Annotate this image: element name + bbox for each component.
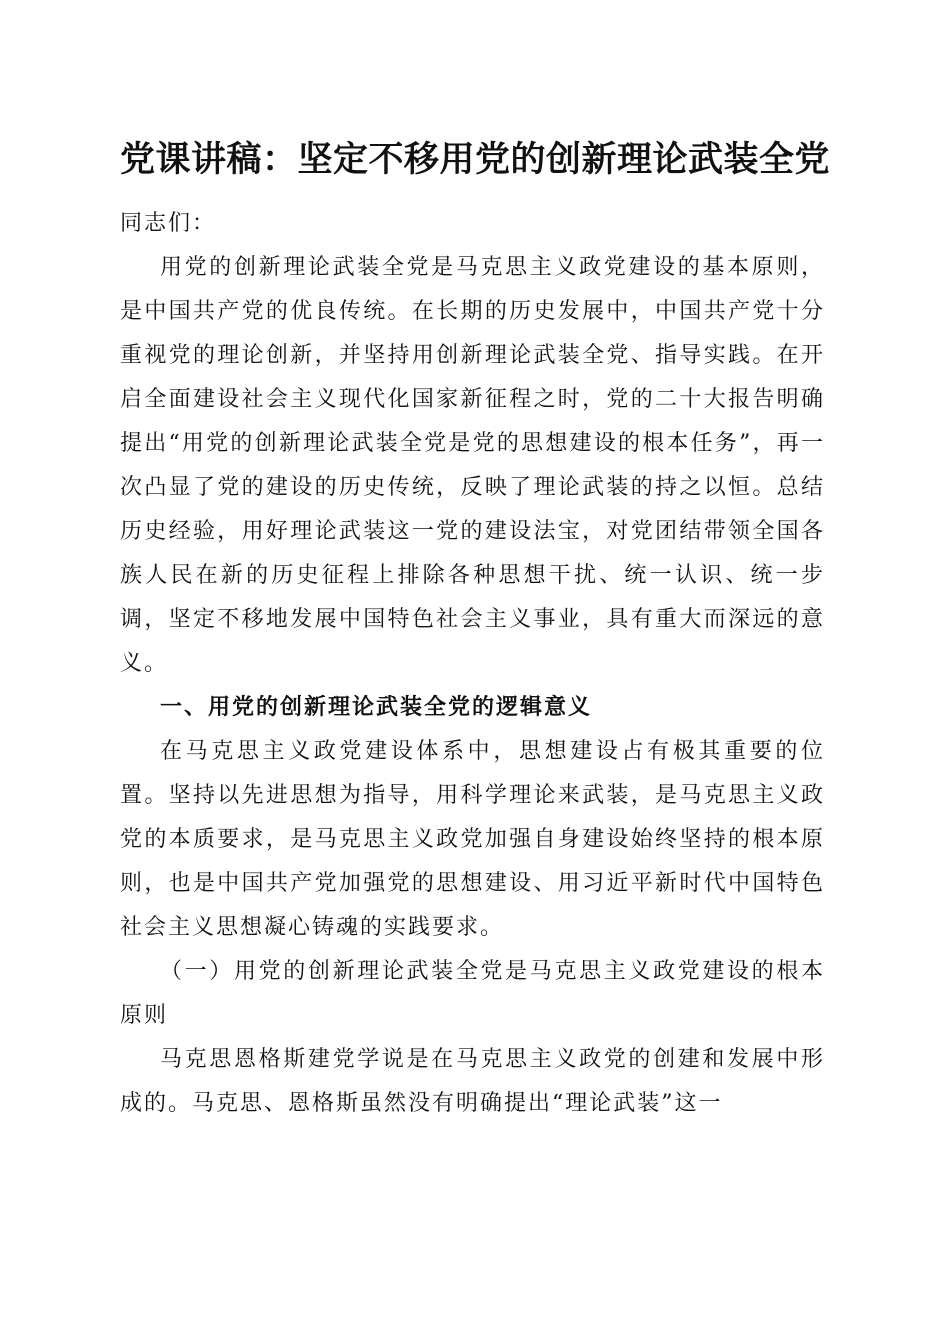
subsection-1-paragraph: 马克思恩格斯建党学说是在马克思主义政党的创建和发展中形成的。马克思、恩格斯虽然没有明确提出“理论武装”这一 bbox=[120, 1047, 825, 1116]
intro-paragraph: 用党的创新理论武装全党是马克思主义政党建设的基本原则，是中国共产党的优良传统。在长期的历史发展中，中国共产党十分重视党的理论创新，并坚持用创新理论武装全党、指导实践。在开启全面建设社会主义现代化国家新征程之时，党的二十大报告明确提出“用党的创新理论武装全党是党的思想建设的根本任务”，再一次凸显了党的建设的历史传统，反映了理论武装的持之以恒。总结历史经验，用好理论武装这一党的建设法宝，对党团结带领全国各族人民在新的历史征程上排除各种思想干扰、统一认识、统一步调，坚定不移地发展中国特色社会主义事业，具有重大而深远的意义。 bbox=[120, 255, 825, 676]
document-title: 党课讲稿：坚定不移用党的创新理论武装全党 bbox=[119, 139, 830, 180]
section-1-paragraph: 在马克思主义政党建设体系中，思想建设占有极其重要的位置。坚持以先进思想为指导，用科学理论来武装，是马克思主义政党的本质要求，是马克思主义政党加强自身建设始终坚持的根本原则，也是中国共产党加强党的思想建设、用习近平新时代中国特色社会主义思想凝心铸魂的实践要求。 bbox=[120, 739, 825, 940]
section-heading-1: 一、用党的创新理论武装全党的逻辑意义 bbox=[160, 695, 593, 720]
subsection-heading-1: （一）用党的创新理论武装全党是马克思主义政党建设的根本原则 bbox=[120, 959, 825, 1028]
document-body bbox=[120, 202, 825, 1126]
salutation: 同志们： bbox=[120, 211, 217, 236]
